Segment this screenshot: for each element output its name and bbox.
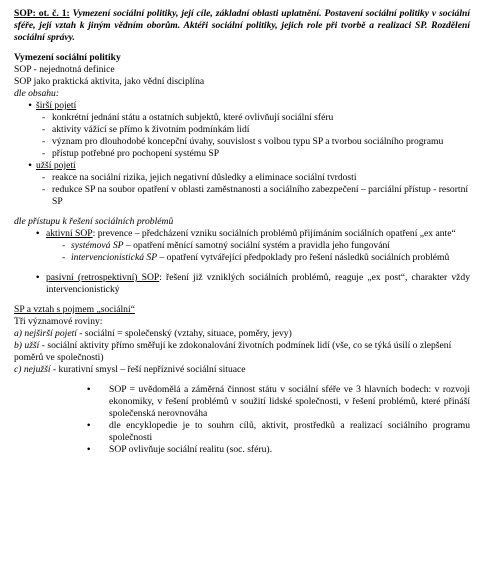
level-line	[14, 364, 470, 376]
list-item-text: SOP = uvědomělá a záměrná činnost státu v sociální sféře ve 3 hlavních bodech: v rozvoji ekonomiky, v řešení problémů v soužití lidské společnosti, v řešení problémů, které přináší společenská nerovnováha	[109, 384, 470, 419]
definition-line: SOP - nejednotná definice	[14, 64, 115, 75]
bullet-icon: •	[36, 272, 40, 283]
list-item	[14, 148, 470, 160]
level-text: - sociální aktivity přímo směřují ke zdokonalování životních podmínek lidí (vše, co se týká úsilí o zlepšení poměrů ve společnosti)	[14, 340, 452, 363]
active-text: : prevence – předcházení vzniku sociálních problémů přijímáním sociálních opatření „ex ante“	[92, 228, 456, 239]
sub-term: systémová SP	[71, 240, 124, 251]
broad-label: širší pojetí	[36, 100, 77, 111]
section-title-definition: Vymezení sociální politiky	[14, 52, 121, 63]
dash-icon: -	[42, 136, 46, 147]
list-item	[14, 172, 470, 184]
passive-text: : řešení již vzniklých sociálních problémů, reaguje „ex post“, charakter vždy intervencionistický	[46, 272, 470, 295]
level-term: užší	[24, 340, 40, 351]
bullet-icon: •	[87, 384, 91, 395]
list-item-narrow	[14, 160, 470, 172]
list-item-text: redukce SP na soubor opatření v oblasti zaměstnanosti a sociálního zabezpečení – parciální přístup - resortní SP	[52, 184, 469, 207]
dash-icon: -	[62, 252, 66, 263]
dash-icon: -	[42, 172, 46, 183]
list-item	[14, 240, 470, 252]
list-item-text: význam pro dlouhodobé koncepční úvahy, souvislost s volbou typu SP a tvorbou sociálního programu	[52, 136, 444, 147]
list-item-text: přístup potřebné pro pochopení systému SP	[52, 148, 220, 159]
level-prefix: b)	[14, 340, 22, 351]
sub-term: intervencionistická SP	[71, 252, 158, 263]
list-item	[14, 444, 470, 456]
list-item	[14, 112, 470, 124]
dash-icon: -	[42, 124, 46, 135]
topic-text: Vymezení sociální politiky, její cíle, základní oblasti uplatnění. Postavení sociální politiky v sociální sféře, její vztah k jiným vědním oborům. Aktéři sociální politiky, jejich role při tvorbě a realizaci SP. Rozdělení sociální správy.	[14, 8, 470, 43]
list-item-text: konkrétní jednání státu a ostatních subjektů, které ovlivňují sociální sféru	[52, 112, 334, 123]
level-prefix: a)	[14, 328, 22, 339]
dash-icon: -	[42, 184, 46, 195]
list-item	[14, 252, 470, 264]
section-title-approach: dle přístupu k řešení sociálních problémů	[14, 216, 174, 227]
list-item-broad	[14, 100, 470, 112]
list-item	[14, 136, 470, 148]
list-item	[14, 124, 470, 136]
list-item	[14, 384, 470, 420]
active-label: aktivní SOP	[46, 228, 93, 239]
list-item	[14, 184, 470, 208]
level-prefix: c)	[14, 364, 22, 375]
sub-text: – opatření měnící samotný sociální systém a pravidla jeho fungování	[123, 240, 390, 251]
topic-label: SOP: ot. č. 1:	[14, 8, 70, 19]
list-item-text: aktivity vážící se přímo k životním podmínkám lidí	[52, 124, 250, 135]
level-term: nejužší	[23, 364, 51, 375]
narrow-label: užší pojetí	[36, 160, 76, 171]
levels-intro: Tři významové roviny:	[14, 316, 103, 327]
dash-icon: -	[62, 240, 66, 251]
document-header	[14, 8, 470, 44]
list-item-passive	[14, 272, 470, 296]
definition-line: SOP jako praktická aktivita, jako vědní disciplína	[14, 76, 205, 87]
level-text: - kurativní smysl – řeší nepříznivé sociální situace	[50, 364, 246, 375]
section-title-social: SP a vztah s pojmem „sociální“	[14, 304, 135, 315]
bullet-icon: •	[36, 228, 40, 239]
bullet-icon: •	[87, 444, 91, 455]
list-item-active	[14, 228, 470, 240]
bullet-icon: •	[87, 420, 91, 431]
passive-label: pasivní (retrospektivní) SOP	[46, 272, 160, 283]
list-item-text: dle encyklopedie je to souhrn cílů, aktivit, prostředků a realizací sociálního programu společnosti	[109, 420, 470, 443]
level-line	[14, 340, 470, 364]
dash-icon: -	[42, 112, 46, 123]
level-term: nejširší pojetí	[24, 328, 77, 339]
level-text: - sociální = společenský (vztahy, situace, poměry, jevy)	[76, 328, 292, 339]
sub-text: – opatření vytvářející předpoklady pro řešení následků sociálních problémů	[157, 252, 450, 263]
list-item-text: reakce na sociální rizika, jejich negativní důsledky a eliminace sociální tvrdosti	[52, 172, 357, 183]
list-item	[14, 420, 470, 444]
list-item-text: SOP ovlivňuje sociální realitu (soc. sféru).	[109, 444, 272, 455]
dash-icon: -	[42, 148, 46, 159]
bullet-icon: •	[28, 160, 32, 171]
bullet-icon: •	[28, 100, 32, 111]
level-line	[14, 328, 470, 340]
definition-line: dle obsahu:	[14, 88, 60, 99]
